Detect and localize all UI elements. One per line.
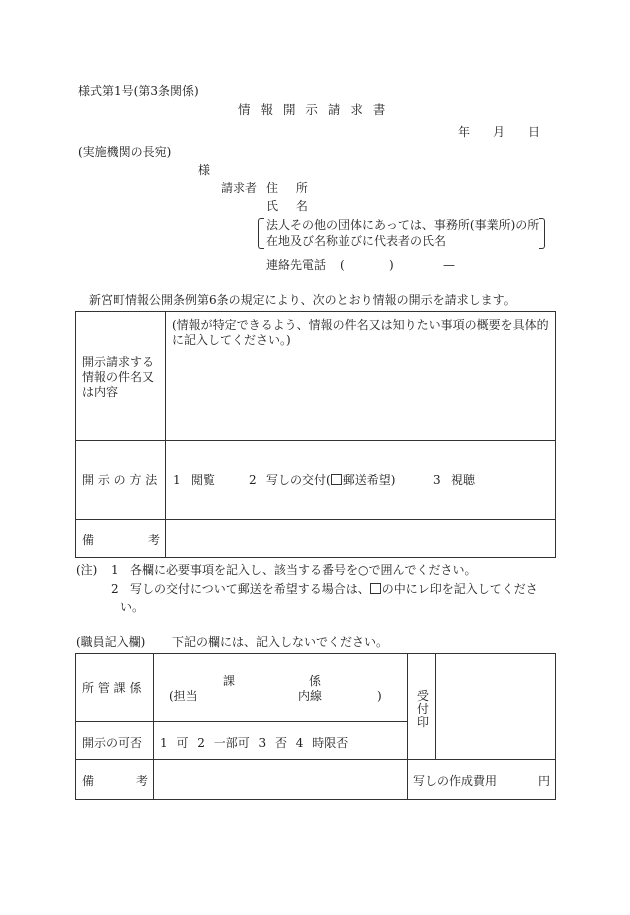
note-1-num: 1 [111, 563, 119, 577]
method-option-2-post: 郵送希望) [342, 473, 396, 487]
note-1-text: 各欄に必要事項を記入し、該当する番号を○で囲んでください。 [130, 563, 477, 577]
date-day: 日 [528, 125, 541, 139]
corp-note-bracket-left [258, 218, 264, 249]
staff-table-row-divider-1 [76, 721, 408, 722]
note-2-text [130, 582, 538, 596]
intro-text: 新宮町情報公開条例第6条の規定により、次のとおり情報の開示を請求します。 [89, 293, 516, 307]
reception-stamp-label-1: 受 [417, 689, 430, 703]
dept-ka: 課 [223, 674, 236, 688]
request-info-label-1: 開示請求する [82, 355, 155, 369]
note-2-num: 2 [111, 582, 119, 596]
mail-checkbox[interactable] [331, 474, 342, 485]
phone-close-paren: ) [389, 258, 394, 272]
staff-remarks-label-2: 考 [136, 774, 149, 788]
phone-dash: — [443, 258, 455, 272]
dept-kakari: 係 [309, 674, 322, 688]
staff-table-col-divider-1 [153, 654, 154, 799]
method-option-2[interactable] [266, 473, 395, 487]
corp-note-line1: 法人その他の団体にあっては、事務所(事業所)の所 [266, 218, 540, 232]
copy-cost-label: 写しの作成費用 [413, 774, 498, 788]
method-option-3[interactable]: 視聴 [451, 473, 476, 487]
phone-open-paren: ( [340, 258, 345, 272]
addressee-sama: 様 [198, 163, 211, 177]
staff-table-col-divider-2 [407, 654, 408, 799]
remarks-label-2: 考 [148, 533, 161, 547]
request-table-row-divider-1 [76, 440, 555, 441]
corp-note-bracket-right [539, 218, 545, 249]
date-year: 年 [458, 125, 471, 139]
dept-tanto: (担当 [169, 689, 198, 703]
note-checkbox-symbol [370, 583, 381, 594]
staff-section-label: (職員記入欄) [76, 635, 146, 649]
disclosure-decision-options: 1 可 2 一部可 3 否 4 時限否 [160, 736, 349, 750]
method-option-2-num[interactable]: 2 [249, 473, 257, 487]
dept-label: 所 管 課 係 [82, 681, 142, 695]
copy-cost-unit: 円 [538, 774, 551, 788]
method-option-1-num[interactable]: 1 [173, 473, 181, 487]
request-info-hint-1: (情報が特定できるよう、情報の件名又は知りたい事項の概要を具体的 [172, 318, 549, 332]
requester-name-label: 氏 名 [266, 199, 308, 213]
reception-stamp-label-3: 印 [417, 715, 430, 729]
request-info-label-2: 情報の件名又 [82, 370, 155, 384]
addressee: (実施機関の長宛) [78, 145, 172, 159]
corp-note-line2: 在地及び名称並びに代表者の氏名 [266, 234, 447, 248]
request-table [75, 311, 556, 558]
method-option-1[interactable]: 閲覧 [191, 473, 216, 487]
document-title: 情 報 開 示 請 求 書 [238, 102, 389, 117]
staff-table-col-divider-3 [435, 654, 436, 759]
disclosure-decision-label: 開示の可否 [82, 736, 143, 750]
notes-prefix: (注) [76, 563, 98, 577]
form-id: 様式第1号(第3条関係) [78, 84, 199, 98]
remarks-input[interactable] [166, 520, 554, 557]
method-option-3-num[interactable]: 3 [433, 473, 441, 487]
method-label: 開 示 の 方 法 [82, 473, 158, 487]
note-2-post: の中にレ印を記入してくださ [381, 582, 538, 596]
staff-table [75, 653, 556, 800]
requester-label: 請求者 [221, 181, 258, 195]
request-info-label-3: は内容 [82, 385, 119, 399]
request-info-hint-2: に記入してください。) [172, 333, 291, 347]
reception-stamp-label-2: 付 [417, 702, 430, 716]
date-month: 月 [493, 125, 506, 139]
phone-label: 連絡先電話 [266, 258, 327, 272]
dept-naisen: 内線 [298, 689, 323, 703]
note-2-pre: 写しの交付について郵送を希望する場合は、 [130, 582, 370, 596]
note-2-continued: い。 [120, 600, 145, 614]
dept-close-paren: ) [377, 689, 382, 703]
remarks-label-1: 備 [82, 533, 95, 547]
request-info-input[interactable] [166, 350, 554, 439]
staff-instruction: 下記の欄には、記入しないでください。 [172, 635, 389, 649]
staff-remarks-label-1: 備 [82, 774, 95, 788]
requester-address-label: 住 所 [266, 181, 308, 195]
staff-table-row-divider-2 [76, 759, 555, 760]
method-option-2-pre: 写しの交付( [266, 473, 331, 487]
